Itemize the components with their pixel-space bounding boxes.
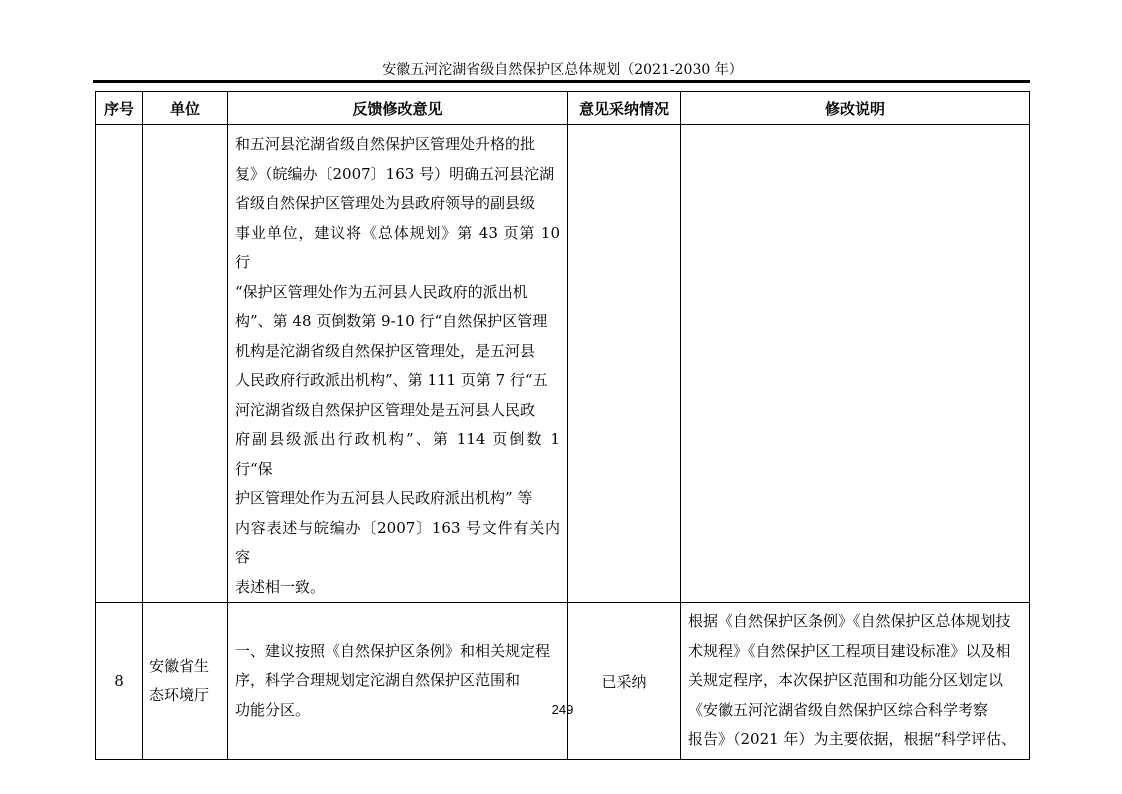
column-header-feedback: 反馈修改意见 (228, 92, 568, 125)
text-line: 安徽省生 (149, 656, 210, 675)
column-header-explanation: 修改说明 (681, 92, 1030, 125)
running-header: 安徽五河沱湖省级自然保护区总体规划（2021-2030 年） (382, 62, 743, 78)
status-cell: 已采纳 (568, 603, 681, 760)
text-line: 复》（皖编办〔2007〕163 号）明确五河县沱湖 (235, 164, 555, 183)
table-row (96, 125, 1030, 603)
unit-text (143, 652, 227, 711)
text-line: 人民政府行政派出机构”、第 111 页第 7 行“五 (235, 371, 548, 389)
text-line: 省级自然保护区管理处为县政府领导的副县级 (235, 194, 536, 212)
seq-cell: 8 (96, 603, 143, 760)
text-line: 内容表述与皖编办〔2007〕163 号文件有关内容 (235, 518, 560, 566)
text-line: 府副县级派出行政机构”、第 114 页倒数 1 行“保 (235, 430, 560, 478)
text-line: 一、建议按照《自然保护区条例》和相关规定程 (235, 641, 551, 660)
page-number: 249 (551, 702, 574, 717)
unit-cell (143, 125, 228, 603)
text-line: “保护区管理处作为五河县人民政府的派出机 (235, 282, 528, 301)
text-line: 和五河县沱湖省级自然保护区管理处升格的批 (235, 135, 536, 153)
text-line: 构”、第 48 页倒数第 9-10 行“自然保护区管理 (235, 312, 548, 330)
header-rule (93, 80, 1030, 83)
column-header-unit: 单位 (143, 92, 228, 125)
seq-cell (96, 125, 143, 603)
text-line: 关规定程序，本次保护区范围和功能分区划定以 (688, 671, 1004, 690)
text-line: 河沱湖省级自然保护区管理处是五河县人民政 (235, 400, 536, 419)
text-line: 机构是沱湖省级自然保护区管理处，是五河县 (235, 341, 536, 360)
text-line: 序，科学合理规划定沱湖自然保护区范围和 (235, 671, 521, 690)
text-line: 根据《自然保护区条例》《自然保护区总体规划技 (688, 612, 1011, 631)
table-header-row (96, 92, 1030, 125)
column-header-seq: 序号 (96, 92, 143, 125)
text-line: 报告》（2021 年）为主要依据，根据“科学评估、 (688, 730, 1017, 749)
unit-cell (143, 603, 228, 760)
explanation-text (681, 607, 1029, 755)
text-line: 功能分区。 (235, 700, 311, 719)
table-row (96, 603, 1030, 760)
text-line: 护区管理处作为五河县人民政府派出机构” 等 (235, 489, 533, 507)
explanation-cell (681, 125, 1030, 603)
feedback-text (228, 125, 567, 602)
status-cell (568, 125, 681, 603)
feedback-cell (228, 603, 568, 760)
text-line: 表述相一致。 (235, 577, 326, 596)
text-line: 态环境厅 (149, 686, 210, 704)
feedback-table (95, 91, 1030, 760)
text-line: 术规程》《自然保护区工程项目建设标准》以及相 (688, 641, 1011, 660)
explanation-cell (681, 603, 1030, 760)
column-header-status: 意见采纳情况 (568, 92, 681, 125)
text-line: 事业单位，建议将《总体规划》第 43 页第 10 行 (235, 223, 560, 271)
feedback-cell (228, 125, 568, 603)
text-line: 《安徽五河沱湖省级自然保护区综合科学考察 (688, 700, 989, 719)
explanation-text (681, 125, 1029, 130)
